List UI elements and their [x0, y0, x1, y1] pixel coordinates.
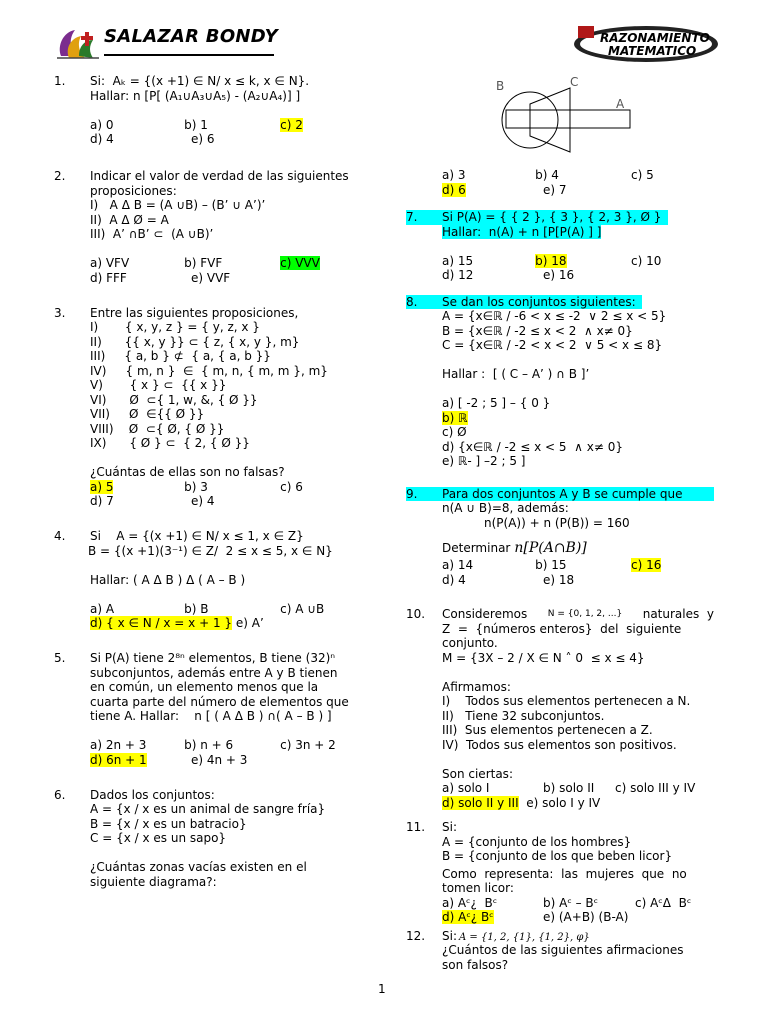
option: b) B — [184, 601, 209, 616]
question-11 — [406, 820, 714, 925]
question-10 — [406, 607, 714, 810]
question-text: ¿Cuántas de ellas son no falsas? — [90, 465, 285, 479]
option: e) ℝ- ] –2 ; 5 ] — [442, 454, 526, 468]
option-answer: c) 2 — [280, 117, 303, 132]
option: e) 6 — [191, 132, 215, 146]
question-text: Z = {números enteros} del siguiente — [442, 621, 682, 636]
options-row — [90, 616, 364, 631]
option: a) Aᶜ¿ Bᶜ — [442, 895, 498, 910]
formula: A = {1, 2, {1}, {1, 2}, φ} — [459, 931, 590, 943]
option: e) 16 — [543, 268, 575, 282]
question-text: Hallar: ( A Δ B ) Δ ( A – B ) — [90, 572, 246, 587]
question-text: Si: — [442, 820, 457, 834]
option: e) A’ — [232, 616, 264, 630]
venn-label-b: B — [496, 79, 505, 93]
q6-options-row — [442, 168, 714, 183]
set-definition: A = {x∈ℝ / -6 < x ≤ -2 ∨ 2 ≤ x < 5} — [442, 309, 667, 323]
option: c) 3n + 2 — [280, 738, 336, 752]
question-number: 7. — [406, 210, 418, 224]
options-row — [442, 910, 714, 925]
statement: IV) Todos sus elementos son positivos. — [442, 737, 677, 752]
question-text: Si P(A) tiene 2⁸ⁿ elementos, B tiene (32)ⁿ — [90, 651, 336, 665]
question-12 — [406, 929, 714, 973]
options-row — [90, 494, 364, 509]
question-5 — [54, 651, 364, 767]
question-2 — [54, 169, 364, 285]
question-text: M = {3X – 2 / X ∈ N ˄ 0 ≤ x ≤ 4} — [442, 650, 645, 665]
question-number: 6. — [54, 787, 66, 802]
question-text: Si: — [442, 928, 457, 943]
question-number: 2. — [54, 169, 66, 183]
options-row — [90, 271, 364, 286]
option: c) solo III y IV — [615, 781, 696, 795]
options-row — [442, 558, 714, 573]
venn-label-c: C — [570, 75, 579, 89]
question-text: Hallar : [ ( C – A’ ) ∩ B ]’ — [442, 367, 590, 381]
options-row — [442, 781, 714, 796]
option: c) Ø — [442, 425, 467, 439]
question-text: proposiciones: — [90, 183, 177, 198]
question-9 — [406, 487, 714, 588]
question-1 — [54, 74, 364, 147]
question-text: n(P(A)) + n (P(B)) = 160 — [484, 515, 630, 530]
options-row — [90, 256, 364, 271]
question-number: 1. — [54, 74, 66, 88]
question-text: A = {x / x es un animal de sangre fría} — [90, 802, 326, 816]
proposition: VI) Ø ⊂{ 1, w, &, { Ø }} — [90, 392, 258, 407]
option: a) 15 — [442, 253, 474, 268]
option: e) 4n + 3 — [191, 752, 248, 767]
statement: III) Sus elementos pertenecen a Z. — [442, 723, 653, 737]
question-text: B = {(x +1)(3⁻¹) ∈ Z/ 2 ≤ x ≤ 5, x ∈ N} — [88, 543, 333, 558]
question-text: Entre las siguientes proposiciones, — [90, 305, 299, 320]
question-text: Se dan los conjuntos siguientes: — [442, 294, 636, 309]
option: a) solo I — [442, 781, 490, 795]
option-answer: d) Aᶜ¿ Bᶜ — [442, 910, 494, 924]
question-text: I) A Δ B = (A ∪B) – (B’ ∪ A’)’ — [90, 198, 266, 212]
option: a) VFV — [90, 256, 130, 270]
question-text-highlight: Hallar: n(A) + n [P[P(A) ] ] — [442, 224, 602, 239]
question-text: Para dos conjuntos A y B se cumple que — [442, 486, 683, 501]
question-number: 8. — [406, 294, 418, 309]
q6-options-row — [442, 183, 714, 198]
option-answer: c) 16 — [631, 558, 662, 572]
question-text: Hallar: n [P[ (A₁∪A₃∪A₅) - (A₂∪A₄)] ] — [90, 88, 301, 103]
proposition: II) {{ x, y }} ⊂ { z, { x, y }, m} — [90, 334, 300, 349]
brand-underline — [104, 54, 274, 56]
option: c) 5 — [631, 168, 654, 182]
question-text: conjunto. — [442, 636, 498, 650]
options-row — [442, 268, 714, 283]
logo-text-line2: MATEMATICO — [608, 44, 697, 58]
option: a) 0 — [90, 117, 114, 132]
option-answer: d) 6n + 1 — [90, 752, 147, 767]
question-4 — [54, 529, 364, 631]
option: e) 4 — [191, 494, 215, 508]
option: a) 3 — [442, 168, 466, 182]
options-row — [90, 118, 364, 133]
question-number: 3. — [54, 305, 66, 320]
question-text: C = {x / x es un sapo} — [90, 831, 227, 845]
option-answer: b) ℝ — [442, 410, 468, 425]
proposition: IX) { Ø } ⊂ { 2, { Ø }} — [90, 436, 250, 450]
option: d) 12 — [442, 268, 474, 282]
question-text: A = {conjunto de los hombres} — [442, 834, 632, 849]
question-6 — [54, 788, 364, 890]
option: d) {x∈ℝ / -2 ≤ x < 5 ∧ x≠ 0} — [442, 439, 624, 454]
options-row — [90, 132, 364, 147]
option: b) 1 — [184, 117, 208, 132]
question-text: Si A = {(x +1) ∈ N/ x ≤ 1, x ∈ Z} — [90, 529, 304, 543]
question-3 — [54, 306, 364, 509]
option-answer: d) 6 — [442, 182, 466, 197]
left-column — [54, 74, 364, 889]
question-text: Si: Aₖ = {(x +1) ∈ N/ x ≤ k, x ∈ N}. — [90, 74, 310, 88]
question-number: 9. — [406, 486, 418, 501]
question-text: Determinar — [442, 541, 511, 555]
option-answer: d) { x ∈ N / x = x + 1 } — [90, 616, 233, 630]
option: c) A ∪B — [280, 601, 325, 616]
proposition: VIII) Ø ⊂{ Ø, { Ø }} — [90, 421, 225, 436]
option: d) 7 — [90, 494, 114, 508]
question-text: en común, un elemento menos que la — [90, 680, 319, 694]
question-number: 4. — [54, 529, 66, 543]
option: d) FFF — [90, 270, 127, 285]
question-text: Son ciertas: — [442, 766, 513, 781]
options-row — [90, 602, 364, 617]
option: e) solo I y IV — [526, 795, 601, 810]
question-text: tiene A. Hallar: n [ ( A Δ B ) ∩( A – B ) ] — [90, 709, 332, 723]
option: c) 6 — [280, 479, 303, 494]
razonamiento-logo-icon — [572, 24, 720, 64]
question-text: ¿Cuántos de las siguientes afirmaciones — [442, 943, 684, 957]
question-text: B = {x / x es un batracio} — [90, 816, 247, 831]
option: a) [ -2 ; 5 ] – { 0 } — [442, 396, 551, 410]
question-text: Como representa: las mujeres que no — [442, 866, 687, 881]
option: b) n + 6 — [184, 738, 234, 752]
venn-label-a: A — [616, 97, 625, 111]
option: e) 7 — [543, 182, 567, 197]
question-text: III) A’ ∩B’ ⊂ (A ∪B)’ — [90, 227, 214, 241]
question-number: 10. — [406, 607, 426, 621]
option: b) 15 — [535, 558, 567, 572]
option: b) Aᶜ – Bᶜ — [543, 895, 599, 910]
formula: N = {0, 1, 2, ...} — [547, 609, 623, 619]
brand-name: SALAZAR BONDY — [104, 26, 278, 47]
option: b) FVF — [184, 256, 223, 270]
proposition: V) { x } ⊂ {{ x }} — [90, 378, 227, 392]
option: a) 2n + 3 — [90, 738, 147, 752]
options-row — [90, 753, 364, 768]
question-text: n(A ∪ B)=8, además: — [442, 501, 569, 515]
option: e) VVF — [191, 270, 231, 285]
question-text: II) A Δ Ø = A — [90, 212, 169, 227]
question-text: siguiente diagrama?: — [90, 874, 217, 889]
option: d) 4 — [442, 572, 466, 587]
question-text: naturales y — [642, 607, 714, 621]
proposition: IV) { m, n } ∈ { m, n, { m, m }, m} — [90, 363, 328, 378]
question-text: tomen licor: — [442, 881, 514, 895]
question-text — [442, 225, 714, 240]
options-row — [90, 738, 364, 753]
option: e) 18 — [543, 572, 575, 587]
question-number: 12. — [406, 928, 426, 943]
option-answer: c) VVV — [280, 256, 320, 270]
option-answer: a) 5 — [90, 479, 114, 494]
page-number: 1 — [378, 982, 386, 996]
right-column — [406, 74, 714, 972]
option: c) 10 — [631, 253, 662, 268]
set-definition: C = {x∈ℝ / -2 < x < 2 ∨ 5 < x ≤ 8} — [442, 338, 663, 352]
options-row — [442, 573, 714, 588]
options-row — [442, 254, 714, 269]
question-text: Dados los conjuntos: — [90, 787, 215, 802]
formula: n[P(A∩B)] — [514, 540, 587, 556]
question-8 — [406, 295, 714, 469]
page-header — [0, 22, 768, 62]
statement: I) Todos sus elementos pertenecen a N. — [442, 694, 691, 708]
question-text: Consideremos — [442, 607, 528, 621]
question-text: ¿Cuántas zonas vacías existen en el — [90, 860, 307, 874]
question-7 — [406, 210, 714, 283]
option: a) A — [90, 601, 115, 616]
set-definition: B = {x∈ℝ / -2 ≤ x < 2 ∧ x≠ 0} — [442, 323, 633, 338]
question-number: 11. — [406, 820, 426, 834]
option: d) 4 — [90, 132, 114, 146]
question-text: Si P(A) = { { 2 }, { 3 }, { 2, 3 }, Ø } — [442, 210, 662, 224]
option: e) (A+B) (B-A) — [543, 910, 629, 924]
option: b) solo II — [543, 781, 595, 795]
question-text: B = {conjunto de los que beben licor} — [442, 849, 673, 863]
proposition: VII) Ø ∈{{ Ø }} — [90, 407, 205, 421]
statement: II) Tiene 32 subconjuntos. — [442, 708, 605, 723]
question-number: 5. — [54, 651, 66, 665]
proposition: I) { x, y, z } = { y, z, x } — [90, 320, 260, 334]
options-row — [442, 896, 714, 911]
option: a) 14 — [442, 558, 474, 572]
question-text: Indicar el valor de verdad de las siguientes — [90, 169, 349, 183]
question-text: subconjuntos, además entre A y B tienen — [90, 665, 338, 680]
question-text: cuarta parte del número de elementos que — [90, 694, 349, 709]
option: c) AᶜΔ Bᶜ — [635, 895, 692, 910]
option: b) 4 — [535, 168, 559, 182]
logo-text-line1: RAZONAMIENTO — [600, 31, 710, 45]
proposition: III) { a, b } ⊄ { a, { a, b }} — [90, 349, 271, 363]
question-text: Afirmamos: — [442, 679, 511, 694]
options-row — [90, 480, 364, 495]
question-text: son falsos? — [442, 957, 509, 972]
option: b) 3 — [184, 479, 208, 494]
option-answer: b) 18 — [535, 253, 567, 268]
option-answer: d) solo II y III — [442, 795, 519, 810]
school-logo-icon — [55, 26, 101, 62]
